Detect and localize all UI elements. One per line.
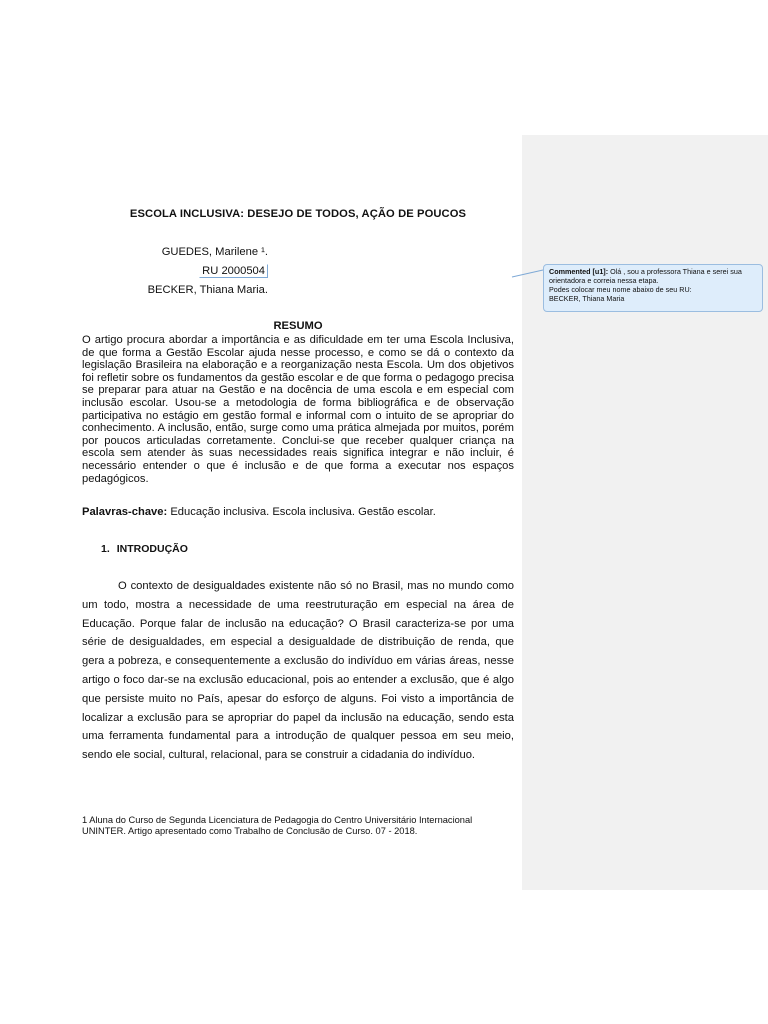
- comment-header: Commented [u1]:: [549, 267, 609, 276]
- section-title: INTRODUÇÃO: [116, 543, 188, 555]
- comment-text-1: Olá , sou a professora Thiana e serei sua orientadora e correia nessa etapa.: [549, 267, 742, 285]
- author-becker: BECKER, Thiana Maria.: [147, 284, 268, 296]
- resumo-heading: RESUMO: [273, 320, 323, 332]
- footnote: 1 Aluna do Curso de Segunda Licenciatura de Pedagogia do Centro Universitário Internacional UNINTER. Artigo apresentado como Trabalho de Conclusão de Curso. 07 - 2018.: [82, 815, 473, 836]
- keywords-text: Educação inclusiva. Escola inclusiva. Gestão escolar.: [167, 506, 436, 518]
- keywords-line: [82, 506, 514, 518]
- abstract-paragraph: O artigo procura abordar a importância e as dificuldade em ter uma Escola Inclusiva, de que forma a Gestão Escolar ajuda nesse processo, e como se dá o contexto da legislação Brasileira na elaboração e a reorganização nesta Escola. Um dos objetivos foi refletir sobre os fundamentos da gestão escolar e de que forma o pedagogo precisa se preparar para atuar na Gestão e na docência de uma escola e em especial com inclusão escolar. Usou-se a metodologia de forma bibliográfica e de observação participativa no estágio em gestão formal e informal com o intuito de se apropriar do conhecimento. A inclusão, então, surge como uma prática almejada por muitos, porém por poucos articuladas corretamente. Conclui-se que receber qualquer criança na escola sem atender às suas necessidades reais significa integrar e não incluir, é necessário entender o que é inclusão e de que forma a executar nos espaços pedagógicos.: [82, 334, 514, 485]
- intro-paragraph: O contexto de desigualdades existente não só no Brasil, mas no mundo como um todo, mostra a necessidade de uma reestruturação em especial na área de Educação. Porque falar de inclusão na educação? O Brasil caracteriza-se por uma série de desigualdades, em especial a desigualdade de distribuição de renda, que gera a pobreza, e consequentemente a exclusão do indivíduo em várias áreas, nesse artigo o foco dar-se na exclusão educacional, pois ao entender a exclusão, que é algo que persiste muito no País, apesar do esforço de alguns. Foi visto a importância de localizar a exclusão para se apropriar do papel da inclusão na educação, sendo esta uma ferramenta fundamental para a introdução de qualquer pessoa em seu meio, sendo ele social, cultural, relacional, para se construir a cidadania do indivíduo.: [82, 580, 514, 762]
- section-heading-introducao: [101, 543, 188, 555]
- comment-balloon[interactable]: [543, 264, 763, 312]
- author-guedes: GUEDES, Marilene ¹.: [161, 246, 268, 258]
- keywords-label: Palavras-chave:: [82, 506, 168, 518]
- document-title: ESCOLA INCLUSIVA: DESEJO DE TODOS, AÇÃO DE POUCOS: [129, 208, 467, 220]
- commented-ru-text[interactable]: RU 2000504: [199, 264, 268, 278]
- comment-text-3: BECKER, Thiana Maria: [549, 294, 625, 303]
- comments-markup-pane: [522, 135, 768, 890]
- comment-text-2: Podes colocar meu nome abaixo de seu RU:: [549, 285, 692, 294]
- author-ru-line: [199, 265, 268, 277]
- section-number: 1.: [101, 543, 110, 555]
